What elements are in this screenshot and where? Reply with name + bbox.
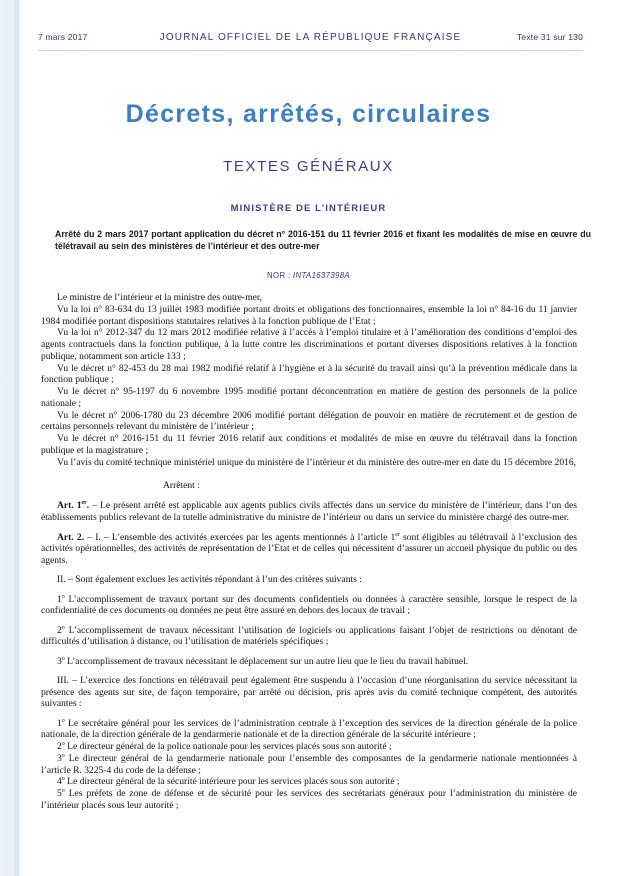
nor-label: NOR : bbox=[267, 271, 291, 280]
list-item: 5$^o$ Les préfets de zone de défense et de sécurité pour les services des secrétariats généraux pour l’administration du ministère de l’intérieur placés sous leur autorité ; bbox=[41, 787, 577, 811]
article-1-text: – Le présent arrêté est applicable aux agents publics civils affectés dans un service du ministère de l’intérieur, dans l’un des établissements publics relevant de la tutelle administrative du ministre de l’intérieur ou dans un service du ministère chargé des outre-mer. bbox=[41, 500, 578, 523]
header-date: 7 mars 2017 bbox=[38, 32, 88, 42]
header-text-reference: Texte 31 sur 130 bbox=[516, 32, 583, 42]
arretent-line: Arrêtent : bbox=[163, 480, 200, 492]
decree-body bbox=[41, 292, 577, 812]
visa-paragraph: Vu le décret n° 2006-1780 du 23 décembre 2006 modifié portant délégation de pouvoir en matière de recrutement et de gestion de certains personnels relevant du ministère de l’intérieur ; bbox=[41, 409, 577, 433]
list-item: 2$^o$ L’accomplissement de travaux nécessitant l’utilisation de logiciels ou applications faisant l’objet de restrictions ou dénotant de difficultés d’utilisation à distance, ou l’utilisation de matériels spécifiques ; bbox=[41, 624, 577, 648]
article-2-paragraph-i: Art. 2. – I. – L’ensemble des activités exercées par les agents mentionnés à l’article 1er sont éligibles au télétravail à l’exclusion des activités opérationnelles, des activités de représentation de l’Etat et de celles qui nécessitent d’assurer un accueil physique du public ou des agents. bbox=[41, 531, 577, 566]
visa-paragraph: Vu l’avis du comité technique ministériel unique du ministère de l’intérieur et du ministère des outre-mer en date du 15 décembre 2016, bbox=[57, 456, 577, 468]
nor-value: INTA1637398A bbox=[293, 271, 350, 280]
running-header bbox=[38, 32, 583, 46]
header-journal-title: JOURNAL OFFICIEL DE LA RÉPUBLIQUE FRANÇAISE bbox=[159, 32, 462, 43]
list-item: 4$^o$ Le directeur général de la sécurité intérieure pour les services placés sous son autorité ; bbox=[57, 776, 400, 788]
article-1-label: Art. 1er. bbox=[57, 499, 90, 511]
visa-paragraph: Vu le décret n° 82-453 du 28 mai 1982 modifié relatif à l’hygiène et à la sécurité du travail ainsi qu’à la prévention médicale dans la fonction publique ; bbox=[41, 362, 577, 386]
visa-paragraph: Vu le décret n° 2016-151 du 11 février 2016 relatif aux conditions et modalités de mise en œuvre du télétravail dans la fonction publique et la magistrature ; bbox=[41, 433, 577, 456]
visa-paragraph: Vu le décret n° 95-1197 du 6 novembre 1995 modifié portant déconcentration en matière de gestion des personnels de la police nationale ; bbox=[41, 386, 577, 409]
list-item: 1$^o$ Le secrétaire général pour les services de l’administration centrale à l’exception des services de la direction générale de la police nationale, de la direction générale de la gendarmerie nationale et de la direction générale de la sécurité intérieure ; bbox=[41, 717, 577, 741]
nor-line bbox=[0, 271, 617, 280]
list-item: 3$^o$ Le directeur général de la gendarmerie nationale pour l’ensemble des composantes de la gendarmerie nationale mentionnées à l’article R. 3225-4 du code de la défense ; bbox=[41, 752, 577, 776]
article-2-paragraph-iii: III. – L’exercice des fonctions en télétravail peut également être suspendu à l’occasion d’une réorganisation du service nécessitant la présence des agents sur site, de façon temporaire, par arrêté ou décision, pris après avis du comité technique compétent, des autorités suivantes : bbox=[41, 674, 577, 710]
ministry-heading: MINISTÈRE DE L’INTÉRIEUR bbox=[230, 203, 387, 214]
header-rule bbox=[38, 50, 583, 51]
list-item: 1$^o$ L’accomplissement de travaux portant sur des documents confidentiels ou données à caractère sensible, lorsque le respect de la confidentialité de ces documents ou données ne peut être assuré en dehors des locaux de travail ; bbox=[41, 593, 577, 617]
preamble-paragraph: Le ministre de l’intérieur et la ministre des outre-mer, bbox=[57, 292, 263, 303]
list-item: 2$^o$ Le directeur général de la police nationale pour les services placés sous son autorité ; bbox=[57, 740, 392, 752]
visa-paragraph: Vu la loi n° 83-634 du 13 juillet 1983 modifiée portant droits et obligations des fonctionnaires, ensemble la loi n° 84-16 du 11 janvier 1984 modifiée portant dispositions statutaires relatives à la fonction publique de l’Etat ; bbox=[41, 303, 577, 327]
list-item: 3$^o$ L’accomplissement de travaux nécessitant le déplacement sur un autre lieu que le lieu du travail habituel. bbox=[57, 655, 469, 667]
decree-heading: Arrêté du 2 mars 2017 portant application du décret n° 2016-151 du 11 février 2016 et fixant les modalités de mise en œuvre du télétravail au sein des ministères de l’intérieur et des outre-mer bbox=[55, 229, 591, 251]
page-title: Décrets, arrêtés, circulaires bbox=[125, 100, 492, 128]
article-2-label: Art. 2. bbox=[57, 531, 85, 543]
visa-paragraph: Vu la loi n° 2012-347 du 12 mars 2012 modifiée relative à l’accès à l’emploi titulaire et à l’amélioration des conditions d’emploi des agents contractuels dans la fonction publique, à la lutte contre les discriminations et portant diverses dispositions relatives à la fonction publique, notamment son article 133 ; bbox=[41, 327, 577, 362]
section-title-textes-generaux: TEXTES GÉNÉRAUX bbox=[223, 158, 394, 175]
article-2-paragraph-ii: II. – Sont également exclues les activités répondant à l’un des critères suivants : bbox=[57, 574, 362, 586]
article-1-paragraph bbox=[41, 500, 577, 524]
